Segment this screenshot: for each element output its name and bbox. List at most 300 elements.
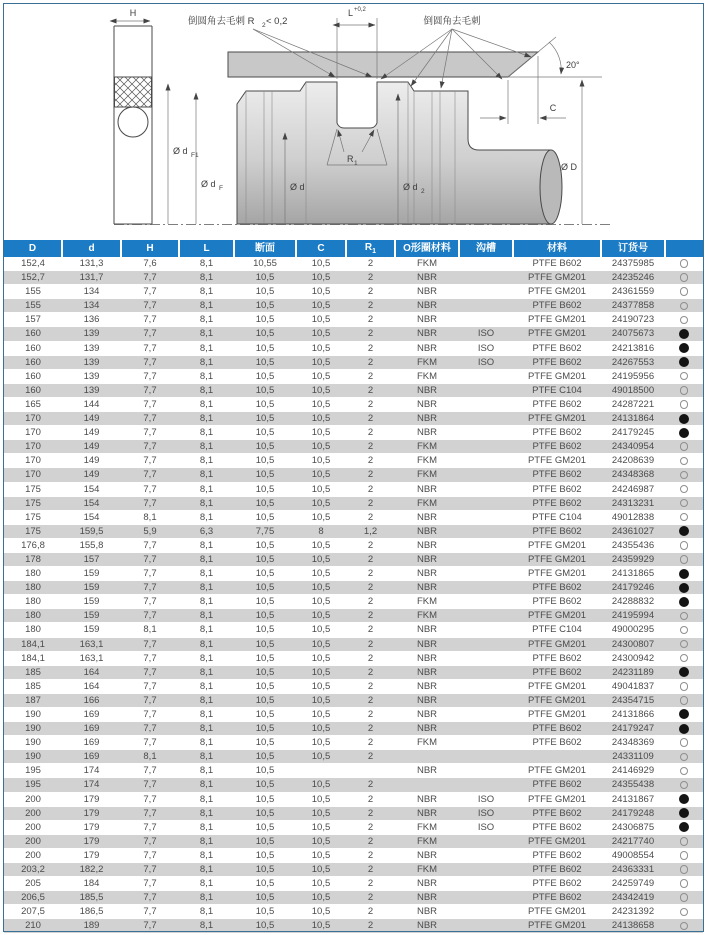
table-cell: 24355438: [601, 778, 665, 792]
table-cell: 10,5: [296, 834, 346, 848]
table-cell: 8,1: [179, 510, 234, 524]
table-cell: [459, 919, 513, 933]
table-cell: 154: [62, 496, 121, 510]
table-cell: 10,5: [234, 905, 296, 919]
table-cell: 2: [346, 708, 395, 722]
table-cell: NBR: [395, 341, 459, 355]
table-row: [4, 848, 703, 862]
availability-cell: [665, 722, 703, 736]
table-cell: 170: [4, 440, 62, 454]
table-cell: 2: [346, 693, 395, 707]
table-row: [4, 397, 703, 411]
table-cell: 184,1: [4, 651, 62, 665]
size-table: [4, 240, 703, 934]
table-cell: [395, 750, 459, 764]
table-cell: NBR: [395, 905, 459, 919]
table-cell: PTFE GM201: [513, 327, 601, 341]
availability-cell: [665, 271, 703, 285]
table-cell: 8,1: [179, 834, 234, 848]
open-dot-icon: [680, 753, 689, 762]
table-cell: NBR: [395, 397, 459, 411]
table-row: [4, 764, 703, 778]
filled-dot-icon: [679, 794, 689, 804]
table-cell: 10,5: [234, 623, 296, 637]
table-cell: 7,7: [121, 595, 179, 609]
table-cell: 10,5: [296, 679, 346, 693]
table-cell: 24131866: [601, 708, 665, 722]
table-cell: 155,8: [62, 538, 121, 552]
table-cell: 2: [346, 412, 395, 426]
table-cell: 10,5: [296, 665, 346, 679]
table-cell: [459, 299, 513, 313]
table-cell: NBR: [395, 693, 459, 707]
availability-cell: [665, 397, 703, 411]
table-cell: PTFE B602: [513, 257, 601, 271]
table-cell: 24288832: [601, 595, 665, 609]
table-cell: 164: [62, 679, 121, 693]
availability-cell: [665, 708, 703, 722]
open-dot-icon: [680, 682, 689, 691]
table-cell: FKM: [395, 369, 459, 383]
table-cell: NBR: [395, 538, 459, 552]
table-cell: 7,7: [121, 412, 179, 426]
table-row: [4, 524, 703, 538]
table-cell: 2: [346, 750, 395, 764]
table-row: [4, 736, 703, 750]
table-cell: [459, 271, 513, 285]
table-cell: PTFE B602: [513, 778, 601, 792]
table-cell: 10,5: [296, 863, 346, 877]
table-cell: 2: [346, 383, 395, 397]
table-row: [4, 369, 703, 383]
table-cell: 10,5: [296, 454, 346, 468]
filled-dot-icon: [679, 526, 689, 536]
table-cell: 2: [346, 482, 395, 496]
table-cell: 10,5: [296, 468, 346, 482]
table-cell: NBR: [395, 637, 459, 651]
table-cell: 157: [4, 313, 62, 327]
table-cell: PTFE GM201: [513, 369, 601, 383]
table-cell: NBR: [395, 806, 459, 820]
availability-cell: [665, 412, 703, 426]
open-dot-icon: [680, 612, 689, 621]
availability-cell: [665, 355, 703, 369]
table-cell: 8,1: [179, 313, 234, 327]
table-cell: 10,5: [296, 820, 346, 834]
table-cell: 24331109: [601, 750, 665, 764]
table-cell: PTFE B602: [513, 440, 601, 454]
table-cell: 10,5: [234, 722, 296, 736]
availability-cell: [665, 736, 703, 750]
table-cell: 159: [62, 623, 121, 637]
table-cell: PTFE B602: [513, 891, 601, 905]
table-cell: NBR: [395, 271, 459, 285]
table-cell: 24231392: [601, 905, 665, 919]
table-cell: 7,7: [121, 299, 179, 313]
table-cell: 185,5: [62, 891, 121, 905]
open-dot-icon: [680, 851, 689, 860]
table-row: [4, 313, 703, 327]
table-cell: 2: [346, 468, 395, 482]
table-cell: PTFE B602: [513, 496, 601, 510]
table-cell: 10,5: [234, 341, 296, 355]
table-row: [4, 355, 703, 369]
table-cell: 2: [346, 327, 395, 341]
table-cell: 2: [346, 299, 395, 313]
table-cell: FKM: [395, 736, 459, 750]
table-cell: 10,5: [234, 637, 296, 651]
table-cell: [459, 383, 513, 397]
table-cell: 24359929: [601, 552, 665, 566]
open-dot-icon: [680, 640, 689, 649]
table-row: [4, 595, 703, 609]
table-row: [4, 383, 703, 397]
table-cell: 134: [62, 299, 121, 313]
table-cell: NBR: [395, 679, 459, 693]
table-cell: [459, 440, 513, 454]
table-cell: 8,1: [121, 750, 179, 764]
table-cell: 8,1: [179, 764, 234, 778]
col-L: L: [179, 240, 234, 257]
table-cell: 8,1: [179, 736, 234, 750]
table-row: [4, 750, 703, 764]
table-cell: 8,1: [179, 905, 234, 919]
table-cell: 8,1: [179, 778, 234, 792]
table-cell: 10,5: [234, 538, 296, 552]
col-R1: $R_1$: [346, 240, 395, 257]
table-cell: 131,7: [62, 271, 121, 285]
table-cell: NBR: [395, 383, 459, 397]
table-cell: 10,5: [296, 651, 346, 665]
table-cell: 8,1: [121, 510, 179, 524]
open-dot-icon: [680, 499, 689, 508]
table-cell: 8,1: [179, 863, 234, 877]
table-cell: 10,5: [296, 510, 346, 524]
table-cell: [459, 285, 513, 299]
table-cell: 2: [346, 595, 395, 609]
table-cell: 7,7: [121, 581, 179, 595]
table-cell: 7,7: [121, 651, 179, 665]
table-cell: 155: [4, 299, 62, 313]
filled-dot-icon: [679, 329, 689, 339]
table-cell: 10,5: [296, 313, 346, 327]
availability-cell: [665, 750, 703, 764]
table-cell: 10,5: [296, 482, 346, 496]
table-cell: PTFE B602: [513, 736, 601, 750]
table-cell: 7,7: [121, 369, 179, 383]
table-cell: 2: [346, 313, 395, 327]
table-cell: 10,5: [234, 454, 296, 468]
open-dot-icon: [680, 626, 689, 635]
table-cell: 10,5: [234, 510, 296, 524]
table-cell: 8,1: [179, 820, 234, 834]
table-cell: 2: [346, 863, 395, 877]
table-cell: 154: [62, 510, 121, 524]
table-cell: 24259749: [601, 877, 665, 891]
table-cell: 169: [62, 708, 121, 722]
table-cell: [459, 891, 513, 905]
table-row: [4, 651, 703, 665]
table-cell: 7,7: [121, 877, 179, 891]
table-cell: 24287221: [601, 397, 665, 411]
table-cell: 24131865: [601, 567, 665, 581]
table-cell: 8,1: [179, 327, 234, 341]
table-cell: 8,1: [121, 623, 179, 637]
table-cell: 7,7: [121, 327, 179, 341]
open-dot-icon: [680, 781, 689, 790]
table-cell: 10,5: [234, 863, 296, 877]
table-cell: 24300942: [601, 651, 665, 665]
table-cell: 10,5: [296, 806, 346, 820]
table-cell: 10,5: [234, 552, 296, 566]
table-cell: [459, 397, 513, 411]
table-cell: 179: [62, 820, 121, 834]
open-dot-icon: [680, 696, 689, 705]
table-cell: [459, 313, 513, 327]
table-cell: 10,5: [296, 792, 346, 806]
availability-cell: [665, 595, 703, 609]
availability-cell: [665, 552, 703, 566]
table-cell: 149: [62, 440, 121, 454]
open-dot-icon: [680, 555, 689, 564]
col-section: 断面: [234, 240, 296, 257]
table-cell: 10,5: [234, 567, 296, 581]
filled-dot-icon: [679, 583, 689, 593]
table-cell: PTFE B602: [513, 426, 601, 440]
table-cell: [459, 257, 513, 271]
table-cell: 170: [4, 468, 62, 482]
table-cell: FKM: [395, 820, 459, 834]
availability-cell: [665, 299, 703, 313]
table-cell: 2: [346, 679, 395, 693]
table-cell: 2: [346, 722, 395, 736]
table-cell: 8,1: [179, 665, 234, 679]
table-cell: 175: [4, 510, 62, 524]
o-ring: [118, 107, 148, 137]
cylinder-bore-bar: [228, 52, 538, 77]
table-cell: 49008554: [601, 848, 665, 862]
table-cell: 2: [346, 651, 395, 665]
table-cell: 8,1: [179, 623, 234, 637]
table-body: [4, 257, 703, 933]
open-dot-icon: [680, 372, 689, 381]
table-cell: 165: [4, 397, 62, 411]
table-cell: 8,1: [179, 257, 234, 271]
table-row: [4, 440, 703, 454]
table-cell: PTFE B602: [513, 341, 601, 355]
table-cell: PTFE C104: [513, 510, 601, 524]
table-cell: 200: [4, 792, 62, 806]
table-cell: 24231189: [601, 665, 665, 679]
svg-text:+0,2: +0,2: [354, 7, 366, 13]
table-cell: 160: [4, 355, 62, 369]
table-cell: 8,1: [179, 285, 234, 299]
table-cell: 2: [346, 341, 395, 355]
table-cell: [459, 651, 513, 665]
table-cell: 2: [346, 806, 395, 820]
availability-cell: [665, 454, 703, 468]
table-cell: [459, 426, 513, 440]
table-cell: [459, 412, 513, 426]
table-cell: NBR: [395, 891, 459, 905]
table-cell: [459, 510, 513, 524]
table-cell: 7,7: [121, 665, 179, 679]
table-cell: 8,1: [179, 877, 234, 891]
table-cell: [459, 863, 513, 877]
table-cell: [459, 595, 513, 609]
table-cell: 10,5: [234, 806, 296, 820]
table-row: [4, 285, 703, 299]
table-cell: 176,8: [4, 538, 62, 552]
table-cell: NBR: [395, 722, 459, 736]
table-cell: [459, 778, 513, 792]
table-row: [4, 257, 703, 271]
table-cell: 175: [4, 482, 62, 496]
availability-cell: [665, 834, 703, 848]
table-cell: 179: [62, 848, 121, 862]
table-cell: NBR: [395, 299, 459, 313]
availability-cell: [665, 567, 703, 581]
table-cell: ISO: [459, 806, 513, 820]
table-cell: [459, 524, 513, 538]
table-cell: 2: [346, 581, 395, 595]
table-cell: 169: [62, 722, 121, 736]
table-cell: FKM: [395, 834, 459, 848]
open-dot-icon: [680, 654, 689, 663]
table-cell: 2: [346, 609, 395, 623]
open-dot-icon: [680, 259, 689, 268]
table-cell: 139: [62, 383, 121, 397]
table-cell: 2: [346, 552, 395, 566]
table-cell: 134: [62, 285, 121, 299]
table-cell: 10,5: [296, 919, 346, 933]
col-material: 材料: [513, 240, 601, 257]
table-cell: 149: [62, 468, 121, 482]
open-dot-icon: [680, 273, 689, 282]
table-cell: 8,1: [179, 891, 234, 905]
table-cell: 2: [346, 637, 395, 651]
table-cell: 10,5: [234, 820, 296, 834]
table-cell: 186,5: [62, 905, 121, 919]
table-cell: 8,1: [179, 806, 234, 820]
table-cell: 2: [346, 834, 395, 848]
table-cell: 2: [346, 820, 395, 834]
svg-text:倒圆角去毛刺 R: 倒圆角去毛刺 R: [188, 16, 255, 27]
svg-text:2: 2: [421, 188, 425, 195]
table-cell: 24075673: [601, 327, 665, 341]
table-cell: 10,5: [296, 693, 346, 707]
svg-text:F: F: [219, 185, 223, 192]
table-row: [4, 510, 703, 524]
table-cell: NBR: [395, 665, 459, 679]
table-row: [4, 778, 703, 792]
table-cell: 1,2: [346, 524, 395, 538]
table-cell: [459, 750, 513, 764]
table-cell: 10,5: [296, 426, 346, 440]
table-cell: 205: [4, 877, 62, 891]
table-cell: 207,5: [4, 905, 62, 919]
table-cell: 8,1: [179, 581, 234, 595]
table-cell: FKM: [395, 609, 459, 623]
table-cell: PTFE B602: [513, 820, 601, 834]
table-cell: 152,4: [4, 257, 62, 271]
table-cell: [459, 496, 513, 510]
table-cell: 2: [346, 285, 395, 299]
table-cell: 180: [4, 567, 62, 581]
col-D: D: [4, 240, 62, 257]
table-cell: NBR: [395, 792, 459, 806]
table-cell: 10,5: [234, 764, 296, 778]
dim-label-c: C: [549, 103, 557, 113]
table-cell: ISO: [459, 327, 513, 341]
table-cell: 139: [62, 355, 121, 369]
table-cell: 2: [346, 426, 395, 440]
table-row: [4, 454, 703, 468]
availability-cell: [665, 327, 703, 341]
table-cell: 7,7: [121, 736, 179, 750]
table-cell: 170: [4, 426, 62, 440]
table-cell: 7,7: [121, 806, 179, 820]
table-cell: 160: [4, 341, 62, 355]
table-cell: 10,5: [296, 257, 346, 271]
table-cell: 149: [62, 426, 121, 440]
table-cell: PTFE B602: [513, 877, 601, 891]
table-row: [4, 496, 703, 510]
table-cell: 2: [346, 257, 395, 271]
table-cell: 174: [62, 764, 121, 778]
table-cell: FKM: [395, 468, 459, 482]
table-row: [4, 299, 703, 313]
table-row: [4, 567, 703, 581]
table-cell: [459, 834, 513, 848]
table-row: [4, 722, 703, 736]
table-cell: 24179248: [601, 806, 665, 820]
table-cell: 184: [62, 877, 121, 891]
table-cell: 8,1: [179, 848, 234, 862]
table-cell: 2: [346, 496, 395, 510]
table-cell: 10,5: [234, 708, 296, 722]
table-cell: 136: [62, 313, 121, 327]
table-cell: 8,1: [179, 637, 234, 651]
availability-cell: [665, 693, 703, 707]
table-row: [4, 806, 703, 820]
table-cell: PTFE GM201: [513, 538, 601, 552]
table-cell: 10,5: [296, 271, 346, 285]
table-cell: 182,2: [62, 863, 121, 877]
svg-text:< 0,2: < 0,2: [266, 16, 288, 27]
table-cell: NBR: [395, 524, 459, 538]
table-cell: 10,5: [296, 285, 346, 299]
table-cell: 8,1: [179, 454, 234, 468]
table-row: [4, 341, 703, 355]
table-cell: FKM: [395, 257, 459, 271]
table-cell: 6,3: [179, 524, 234, 538]
table-cell: PTFE B602: [513, 581, 601, 595]
table-cell: 8,1: [179, 355, 234, 369]
table-cell: 184,1: [4, 637, 62, 651]
table-cell: 7,7: [121, 285, 179, 299]
table-cell: 7,7: [121, 679, 179, 693]
table-cell: [459, 693, 513, 707]
table-cell: NBR: [395, 764, 459, 778]
table-cell: NBR: [395, 510, 459, 524]
table-cell: 179: [62, 834, 121, 848]
table-cell: PTFE B602: [513, 651, 601, 665]
table-cell: 7,7: [121, 905, 179, 919]
table-cell: NBR: [395, 581, 459, 595]
table-row: [4, 792, 703, 806]
col-d: d: [62, 240, 121, 257]
